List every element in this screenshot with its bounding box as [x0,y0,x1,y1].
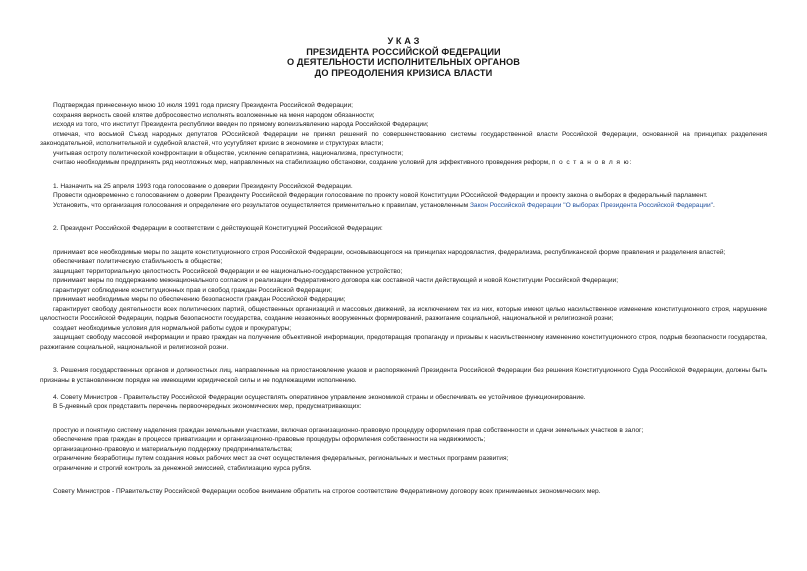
item-3-paragraph: 3. Решения государственных органов и должностных лиц, направленные на приостановление указов и распоряжений Президента Российской Федерации без решения Конституционного Суда Российской Федерации, должны быть признаны в установленном порядке не имеющими юридической силы и не подлежащими исполнению. [40,367,767,384]
decree-word: п о с т а н о в л я ю: [551,159,633,167]
item-1-paragraph: Провести одновременно с голосованием о доверии Президенту Российской Федерации голосование по проекту новой Конституции РОссийской Федерации и проекту закона о выборах в федеральный парламент. [53,192,708,200]
preamble-paragraph: учитывая остроту политической конфронтации в обществе, усиление сепаратизма, национализма, преступности; [53,149,404,157]
item-2-point: принимает необходимые меры по обеспечению безопасности граждан Российской Федерации; [53,296,346,304]
item-2-point: обеспечивает политическую стабильность в обществе; [53,258,223,266]
preamble-paragraph: отмечая, что восьмой Съезд народных депутатов РОссийской Федерации не принял решений по совершенствованию системы государственной власти Российской Федерации, основанной на принципах разделения законодательной, исполнительной и судебной властей, что усугубляет кризис в экономике и структурах власти; [40,130,767,148]
item-4-point: простую и понятную систему наделения граждан земельными участками, включая организационно-правовую процедуру оформления прав собственности и сдачи земельных участков в залог; [53,426,644,434]
item-1-text: Установить, что организация голосования и определение его результатов осуществляется применительно к правилам, установленным [53,201,469,209]
item-4-point: ограничение и строгий контроль за денежной эмиссией, стабилизацию курса рубля. [53,464,312,472]
item-2-point: защищает территориальную целостность Российской Федерации и ее национально-государственное устройство; [53,267,403,275]
item-4-paragraph: 4. Совету Министров - Правительству Российской Федерации осуществлять оперативное управление экономикой страны и обеспечивать ее устойчивое функционирование. [53,393,586,401]
item-2-point: принимает меры по поддержанию межнационального согласия и реализации Федеративного договора как составной части действующей и новой Конституции Российской Федерации; [53,277,619,285]
title-line-subject: О ДЕЯТЕЛЬНОСТИ ИСПОЛНИТЕЛЬНЫХ ОРГАНОВ [287,57,520,68]
item-4-paragraph: В 5-дневный срок представить перечень первоочередных экономических мер, предусматривающих: [53,403,362,411]
item-2-point: принимает все необходимые меры по защите конституционного строя Российской Федерации, основывающегося на принципах народовластия, федерализма, республиканской форме правления и разделения властей; [53,248,726,256]
document-title [40,36,767,78]
item-1-paragraph [40,201,767,211]
preamble-paragraph: исходя из того, что институт Президента республики введен по прямому волеизъявлению народа Российской Федерации; [53,121,429,129]
document-body [40,101,767,497]
preamble-paragraph [40,158,767,168]
item-4-paragraph: Совету Министров - ПРавительству Российской Федерации особое внимание обратить на строгое соответствие Федеративному договору всех принимаемых экономических мер. [53,488,601,496]
preamble-paragraph: сохраняя верность своей клятве добросовестно исполнять возложенные на меня народом обязанности; [53,111,375,119]
law-link[interactable]: Закон Российской Федерации "О выборах Президента Российской Федерации" [469,201,713,209]
decree-document [40,36,767,497]
item-2-point: гарантирует свободу деятельности всех политических партий, общественных организаций и массовых движений, за исключением тех из них, которые имеют целью насильственное изменение конституционного строя, нарушение целостности Российской Федерации, подрыв безопасности государства, создание незаконных вооруженных формирований, разжигание социальной, национальной и религиозной розни; [40,305,767,323]
title-line-subject-2: ДО ПРЕОДОЛЕНИЯ КРИЗИСА ВЛАСТИ [314,67,493,78]
item-4-point: обеспечение прав граждан в процессе приватизации и организационно-правовые процедуры оформления собственности на недвижимость; [53,436,486,444]
preamble-paragraph: Подтверждая принесенную мною 10 июля 1991 года присягу Президента Российской Федерации; [53,102,354,110]
item-2-intro: 2. Президент Российской Федерации в соответствии с действующей Конституцией Российской Федерации: [53,225,383,233]
item-1-paragraph: 1. Назначить на 25 апреля 1993 года голосование о доверии Президенту Российской Федерации. [53,182,353,190]
item-1-end: . [712,201,715,209]
title-line-president: ПРЕЗИДЕНТА РОССИЙСКОЙ ФЕДЕРАЦИИ [306,46,501,57]
preamble-final-text: считаю необходимым предпринять ряд неотложных мер, направленных на стабилизацию обстановки, создание условий для эффективного проведения реформ, [53,159,550,167]
item-2-point: защищает свободу массовой информации и право граждан на получение объективной информации, предотвращая пропаганду и призывы к насильственному изменению конституционного строя, подрыв безопасности государства, разжигание социальной, национальной и религиозной розни. [40,334,767,351]
item-4-point: ограничение безработицы путем создания новых рабочих мест за счет осуществления федеральных, региональных и местных программ развития; [53,455,509,463]
item-2-point: гарантирует соблюдение конституционных прав и свобод граждан Российской Федерации; [53,286,332,294]
title-line-decree: У К А З [387,36,420,46]
item-2-point: создает необходимые условия для нормальной работы судов и прокуратуры; [53,324,292,332]
item-4-point: организационно-правовую и материальную поддержку предпринимательства; [53,445,293,453]
